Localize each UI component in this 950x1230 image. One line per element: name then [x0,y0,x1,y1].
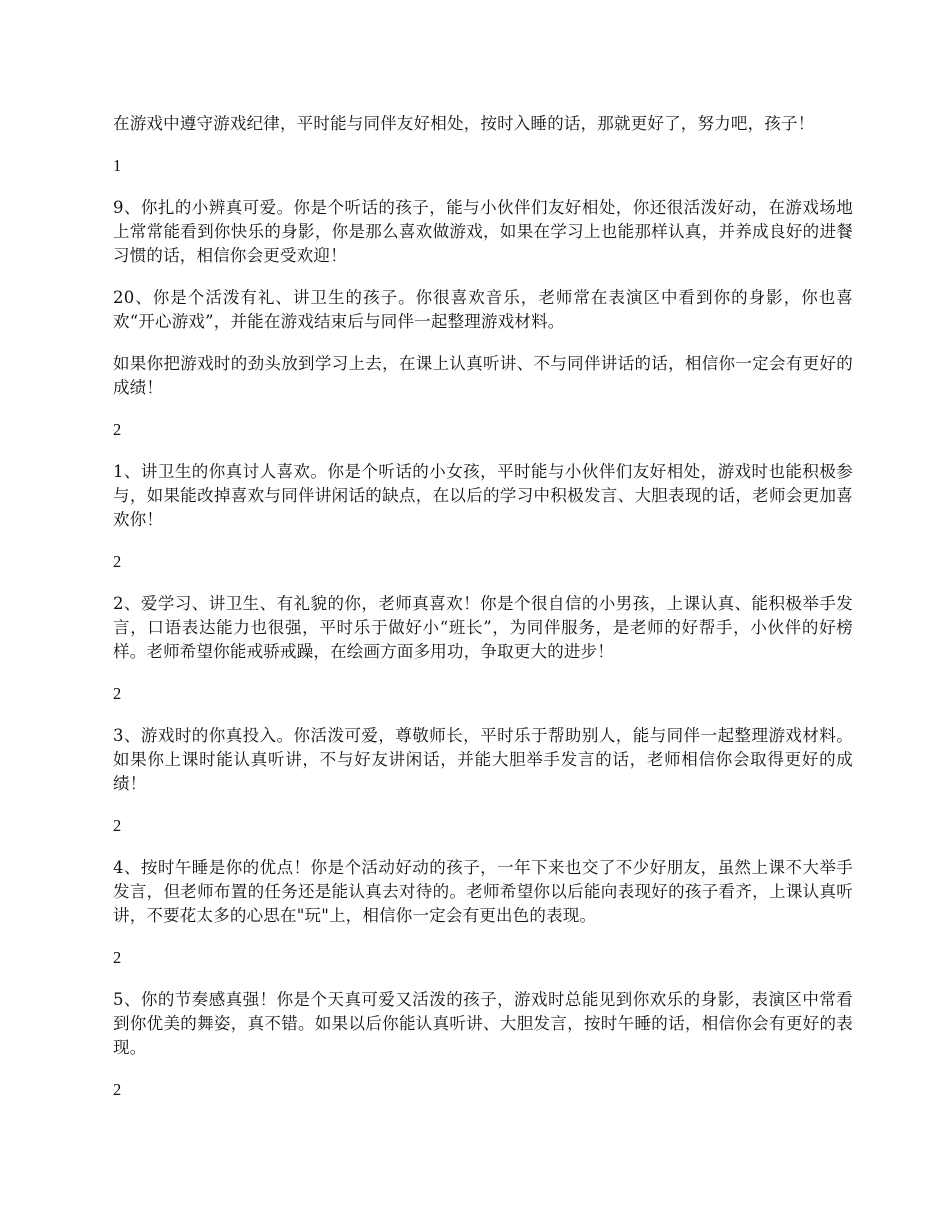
paragraph: 2、爱学习、讲卫生、有礼貌的你，老师真喜欢！你是个很自信的小男孩，上课认真、能积极举手发言，口语表达能力也很强，平时乐于做好小“班长”，为同伴服务，是老师的好帮手，小伙伴的好榜样。老师希望你能戒骄戒躁，在绘画方面多用功，争取更大的进步！ [113,594,853,661]
document-body [113,112,853,1120]
paragraph: 3、游戏时的你真投入。你活泼可爱，尊敬师长，平时乐于帮助别人，能与同伴一起整理游戏材料。如果你上课时能认真听讲，不与好友讲闲话，并能大胆举手发言的话，老师相信你会取得更好的成绩！ [113,726,853,793]
page-number: 1 [113,156,122,175]
page-number: 2 [113,420,122,439]
page-number: 2 [113,684,122,703]
page-number: 2 [113,552,122,571]
page-number: 2 [113,816,122,835]
paragraph: 在游戏中遵守游戏纪律，平时能与同伴友好相处，按时入睡的话，那就更好了，努力吧，孩子！ [113,114,815,133]
paragraph: 4、按时午睡是你的优点！你是个活动好动的孩子，一年下来也交了不少好朋友，虽然上课不大举手发言，但老师布置的任务还是能认真去对待的。老师希望你以后能向表现好的孩子看齐，上课认真听讲，不要花太多的心思在"玩"上，相信你一定会有更出色的表现。 [113,858,853,925]
paragraph: 5、你的节奏感真强！你是个天真可爱又活泼的孩子，游戏时总能见到你欢乐的身影，表演区中常看到你优美的舞姿，真不错。如果以后你能认真听讲、大胆发言，按时午睡的话，相信你会有更好的表现。 [113,990,853,1057]
paragraph: 9、你扎的小辨真可爱。你是个听话的孩子，能与小伙伴们友好相处，你还很活泼好动，在游戏场地上常常能看到你快乐的身影，你是那么喜欢做游戏，如果在学习上也能那样认真，并养成良好的进餐习惯的话，相信你会更受欢迎！ [113,198,853,265]
paragraph: 20、你是个活泼有礼、讲卫生的孩子。你很喜欢音乐，老师常在表演区中看到你的身影，你也喜欢“开心游戏”，并能在游戏结束后与同伴一起整理游戏材料。 [113,288,853,331]
paragraph: 1、讲卫生的你真讨人喜欢。你是个听话的小女孩，平时能与小伙伴们友好相处，游戏时也能积极参与，如果能改掉喜欢与同伴讲闲话的缺点，在以后的学习中积极发言、大胆表现的话，老师会更加喜欢你！ [113,462,853,529]
page-number: 2 [113,948,122,967]
page-number: 2 [113,1080,122,1099]
paragraph: 如果你把游戏时的劲头放到学习上去，在课上认真听讲、不与同伴讲话的话，相信你一定会有更好的成绩！ [113,354,853,397]
